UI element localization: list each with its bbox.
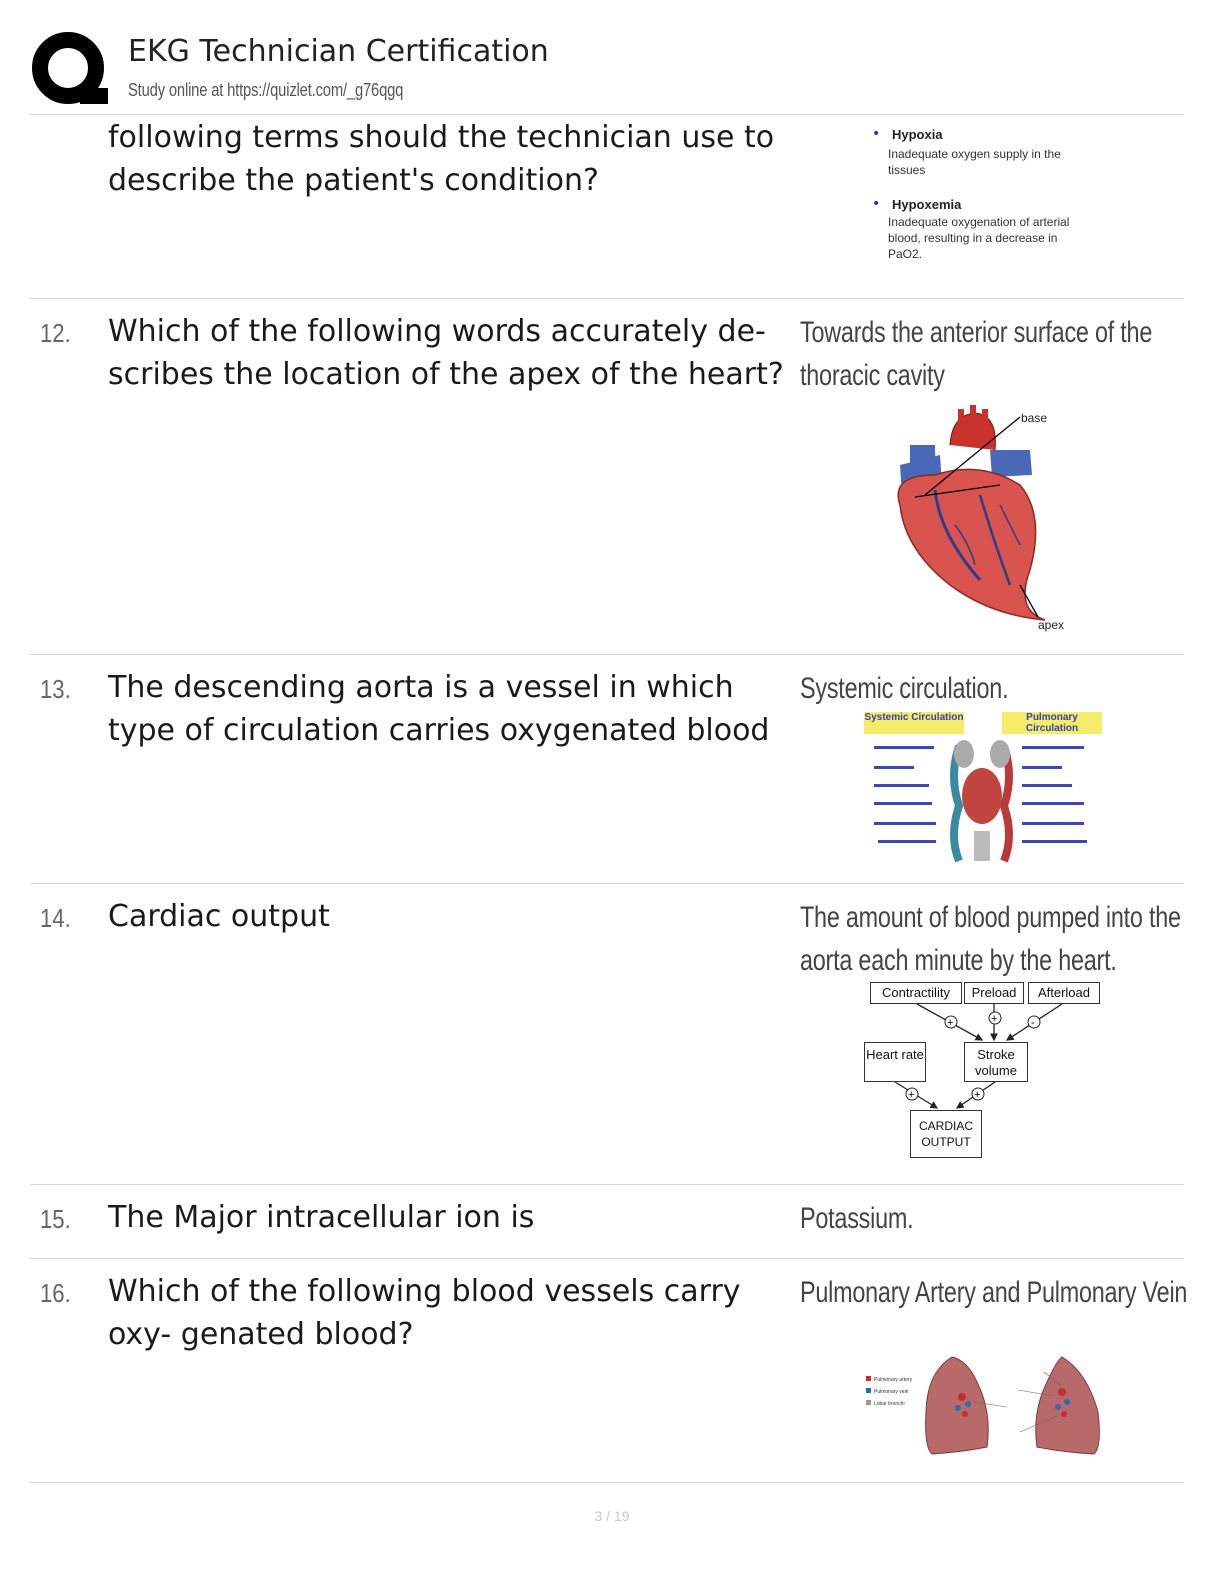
circulation-diagram <box>864 712 1104 864</box>
header-divider <box>30 114 1184 115</box>
answer-text: Towards the anterior surface of the thoracic cavity <box>800 316 1153 392</box>
afterload-box: Afterload <box>1028 982 1100 1004</box>
answer-text: Potassium. <box>800 1202 914 1235</box>
answer-text: Systemic circulation. <box>800 672 1009 705</box>
hypoxia-definition: Inadequate oxygen supply in the tissues <box>888 147 1061 177</box>
base-label: base <box>1021 411 1048 425</box>
legend-pulmonary-artery: Pulmonary artery <box>874 1377 913 1383</box>
cardiac-output-diagram <box>862 980 1102 1160</box>
lungs-illustration <box>862 1352 1107 1462</box>
hypoxemia-definition: Inadequate oxygenation of arterial blood, resulting in a decrease in PaO2. <box>888 215 1070 261</box>
legend-lobar-bronchi: Lobar bronchi <box>874 1401 905 1407</box>
legend-pulmonary-vein: Pulmonary vein <box>874 1389 909 1395</box>
card-number: 14. <box>40 903 71 933</box>
document-title: EKG Technician Certification <box>128 34 549 69</box>
question-text: Which of the following blood vessels carry oxy- genated blood? <box>108 1274 741 1352</box>
quizlet-logo-icon <box>30 30 110 110</box>
card-number: 15. <box>40 1204 71 1234</box>
plus-sign: + <box>947 1017 954 1029</box>
bullet-icon: • <box>872 126 881 142</box>
contractility-box: Contractility <box>870 982 962 1004</box>
heart-rate-box: Heart rate <box>864 1042 926 1082</box>
question-text: Which of the following words accurately de- scribes the location of the apex of the heart? <box>108 314 784 392</box>
plus-sign: + <box>974 1089 981 1101</box>
systemic-header: Systemic Circulation <box>864 712 964 734</box>
study-link[interactable]: Study online at https://quizlet.com/_g76qgq <box>128 80 404 100</box>
page-number: 3 / 19 <box>594 1508 630 1524</box>
minus-sign: - <box>1031 1017 1035 1029</box>
card-divider <box>30 1482 1184 1483</box>
card-divider <box>30 1258 1184 1259</box>
card-divider <box>30 883 1184 884</box>
question-text: The descending aorta is a vessel in which type of circulation carries oxygenated blood <box>108 670 770 748</box>
answer-text: Pulmonary Artery and Pulmonary Vein <box>800 1276 1188 1309</box>
cardiac-output-box: CARDIAC OUTPUT <box>910 1110 982 1158</box>
plus-sign: + <box>908 1089 915 1101</box>
card-number: 13. <box>40 674 71 704</box>
apex-label: apex <box>1038 618 1065 632</box>
card-divider <box>30 654 1184 655</box>
card-divider <box>30 1184 1184 1185</box>
question-text: following terms should the technician use to describe the patient's condition? <box>108 120 775 198</box>
plus-sign: + <box>991 1013 998 1025</box>
card-divider <box>30 298 1184 299</box>
stroke-volume-box: Stroke volume <box>964 1042 1028 1082</box>
heart-illustration <box>880 405 1080 635</box>
hypoxemia-term: Hypoxemia <box>892 197 962 212</box>
card-number: 16. <box>40 1278 71 1308</box>
question-text: The Major intracellular ion is <box>108 1200 535 1235</box>
preload-box: Preload <box>964 982 1024 1004</box>
card-number: 12. <box>40 318 71 348</box>
pulmonary-header: Pulmonary Circulation <box>1002 712 1102 734</box>
hypoxia-figure <box>870 126 1100 266</box>
answer-text: The amount of blood pumped into the aorta each minute by the heart. <box>800 901 1181 977</box>
bullet-icon: • <box>872 196 881 212</box>
hypoxia-term: Hypoxia <box>892 127 943 142</box>
question-text: Cardiac output <box>108 899 330 934</box>
